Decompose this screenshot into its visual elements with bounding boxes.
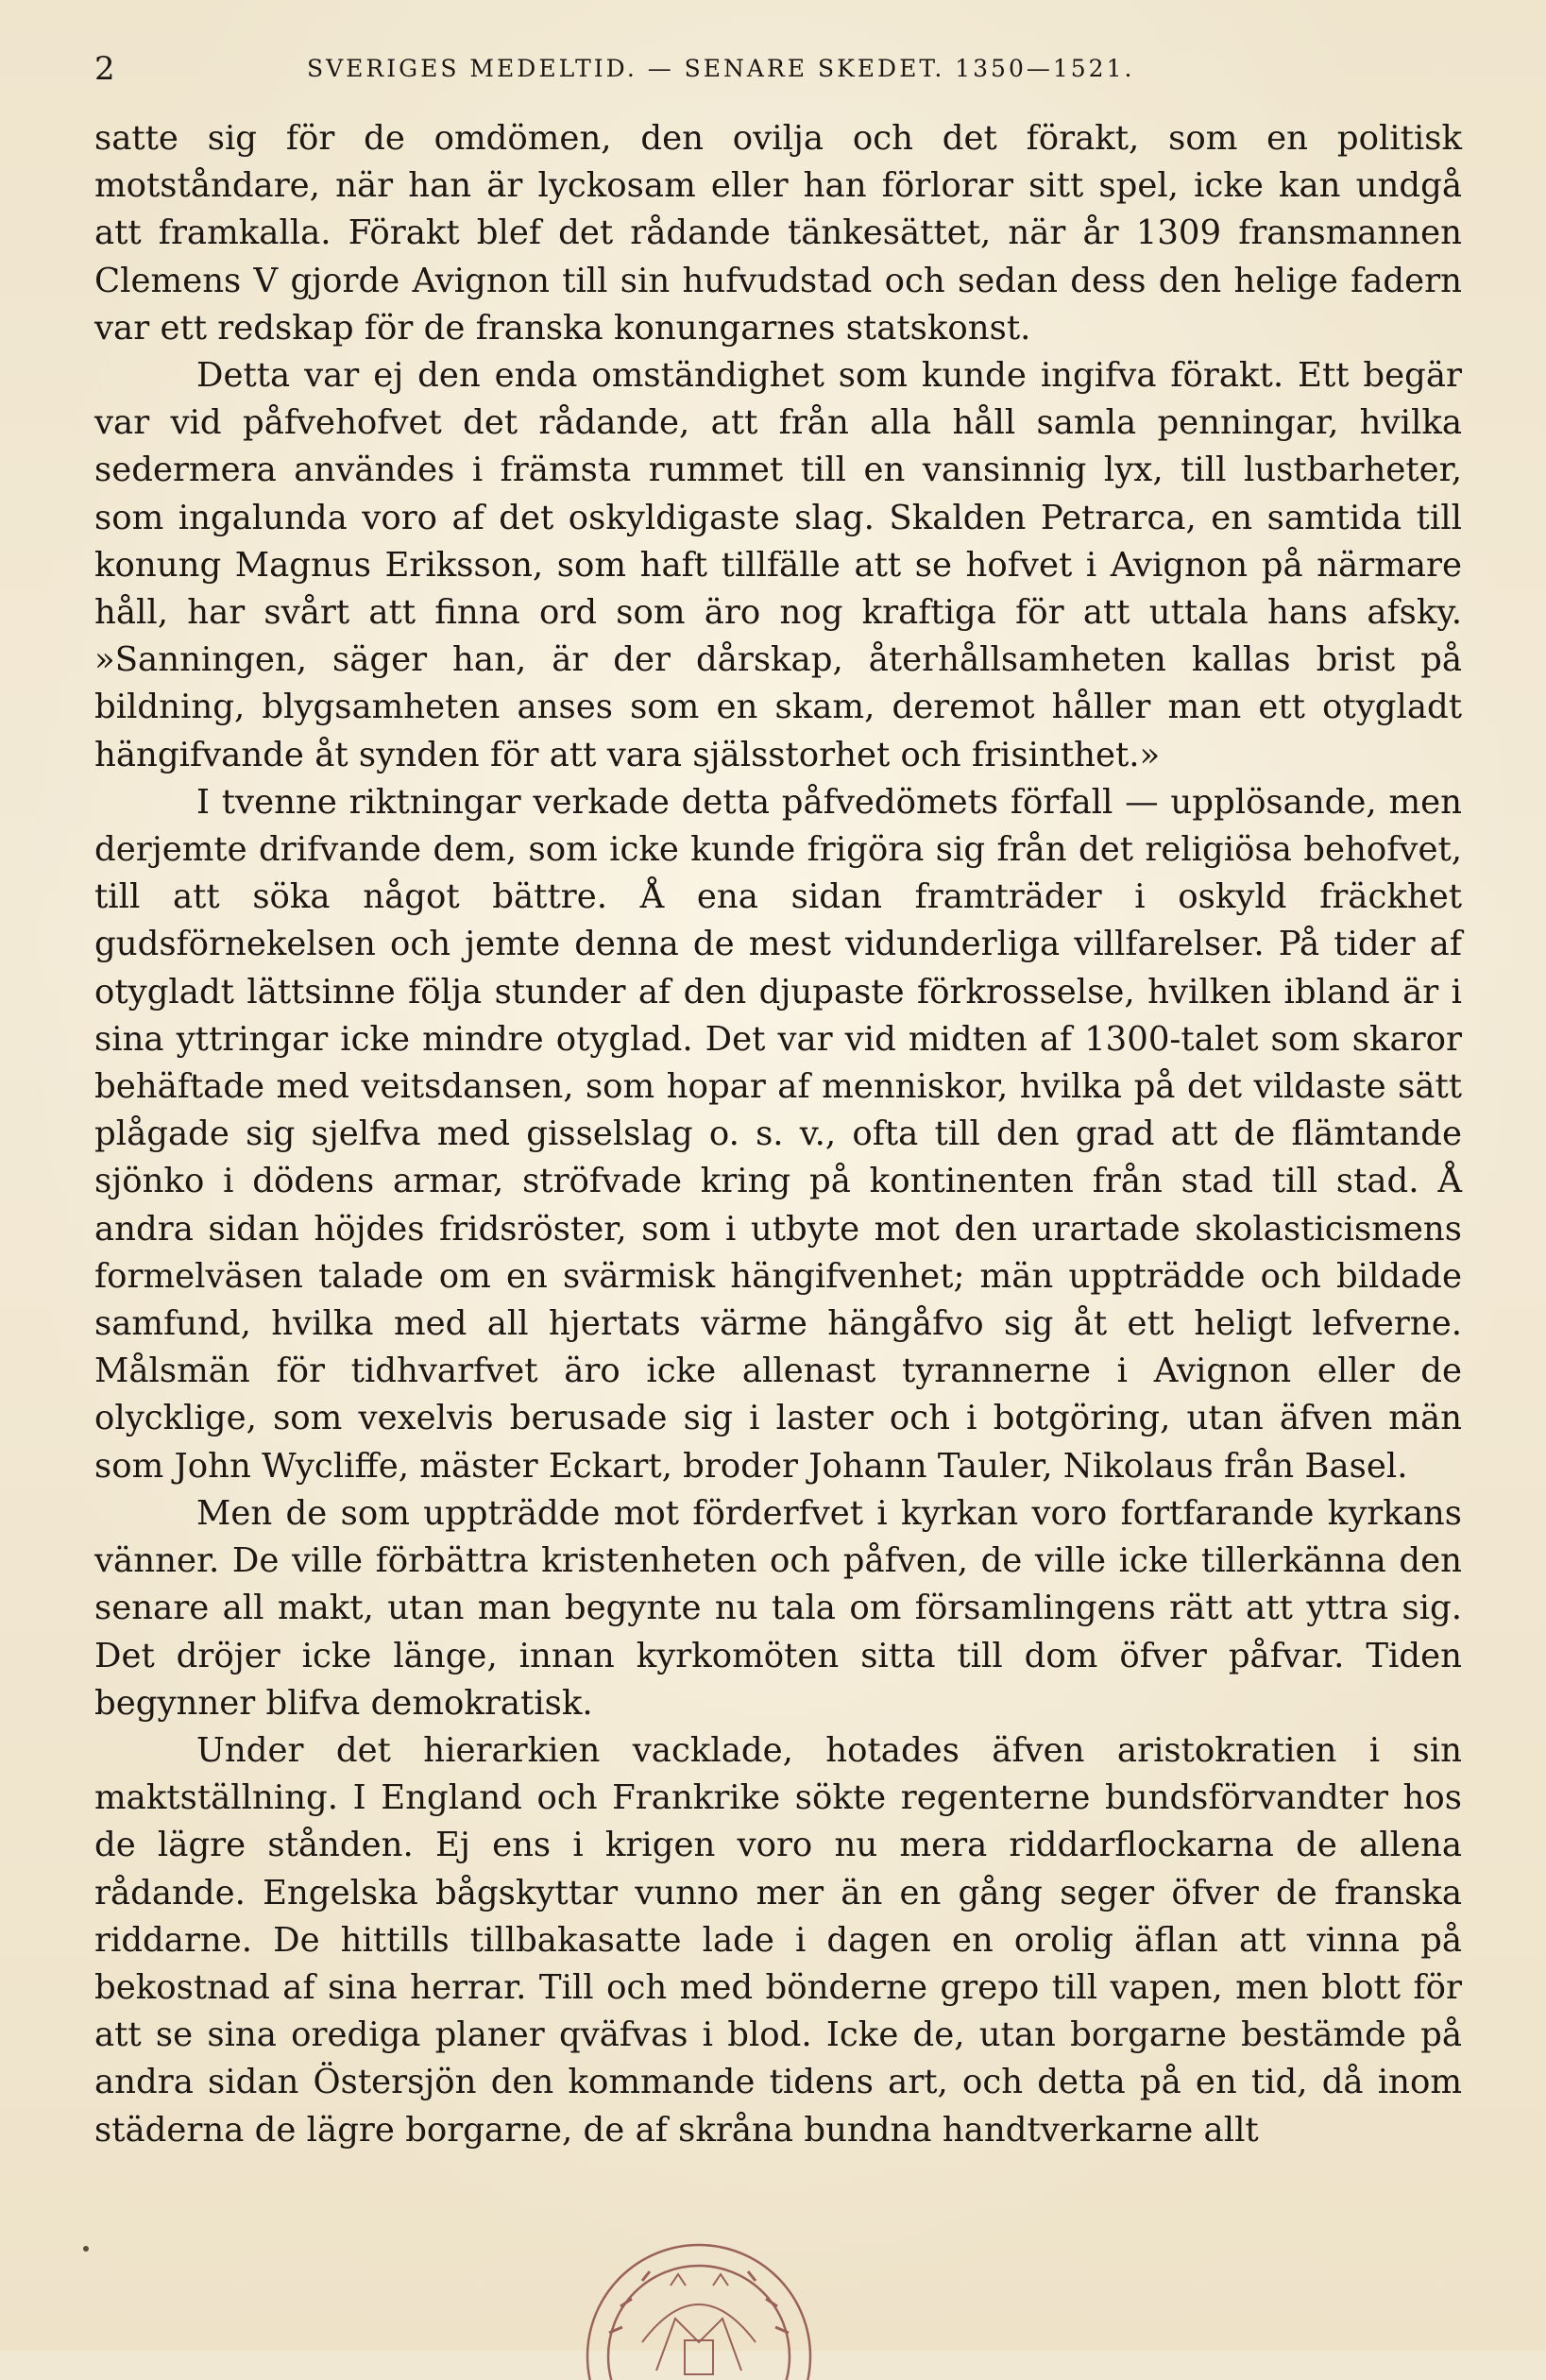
running-head: SVERIGES MEDELTID. — SENARE SKEDET. 1350—1521. — [307, 55, 1135, 82]
page-header — [94, 45, 1464, 93]
paragraph: satte sig för de omdömen, den ovilja och det förakt, som en politisk motståndare, när han är lyckosam eller han förlorar sitt spel, icke kan undgå att framkalla. Förakt blef det rådande tänkesättet, när år 1309 fransmannen Clemens V gjorde Avignon till sin hufvudstad och sedan dess den helige fadern var ett redskap för de franska konungarnes statskonst. — [94, 119, 1462, 348]
paragraph: Detta var ej den enda omständighet som kunde ingifva förakt. Ett begär var vid påfvehofvet det rådande, att från alla håll samla penningar, hvilka sedermera användes i främsta rummet till en vansinnig lyx, till lustbarheter, som ingalunda voro af det oskyldigaste slag. Skalden Petrarca, en samtida till konung Magnus Eriksson, som haft tillfälle att se hofvet i Avignon på närmare håll, har svårt att finna ord som äro nog kraftiga för att uttala hans afsky. »Sanningen, säger han, är der dårskap, återhållsamheten kallas brist på bildning, blygsamheten anses som en skam, deremot håller man ett otygladt hängifvande åt synden för att vara själsstorhet och frisinthet.» — [94, 356, 1462, 774]
ink-speck — [83, 2246, 89, 2252]
paragraph: Men de som uppträdde mot förderfvet i kyrkan voro fortfarande kyrkans vänner. De ville förbättra kristenheten och påfven, de ville icke tillerkänna den senare all makt, utan man begynte nu tala om församlingens rätt att yttra sig. Det dröjer icke länge, innan kyrkomöten sitta till dom öfver påfvar. Tiden begynner blifva demokratisk. — [94, 1493, 1462, 1723]
page-number: 2 — [94, 50, 115, 88]
library-stamp-icon — [552, 2229, 845, 2380]
paragraph: I tvenne riktningar verkade detta påfvedömets förfall — upplösande, men derjemte drifvande dem, som icke kunde frigöra sig från det religiösa behofvet, till att söka något bättre. Å ena sidan framträder i oskyld fräckhet gudsförnekelsen och jemte denna de mest vidunderliga villfarelser. På tider af otygladt lättsinne följa stunder af den djupaste förkrosselse, hvilken ibland är i sina yttringar icke mindre otyglad. Det var vid midten af 1300-talet som skaror behäftade med veitsdansen, som hopar af menniskor, hvilka på det vildaste sätt plågade sig sjelfva med gisselslag o. s. v., ofta till den grad att de flämtande sjönko i dödens armar, ströfvade kring på kontinenten från stad till stad. Å andra sidan höjdes fridsröster, som i utbyte mot den urartade skolasticismens formelväsen talade om en svärmisk hängifvenhet; män uppträdde och bildade samfund, hvilka med all hjertats värme hängåfvo sig åt ett heligt lefverne. Målsmän för tidhvarfvet äro icke allenast tyrannerne i Avignon eller de olycklige, som vexelvis berusade sig i laster och i botgöring, utan äfven män som John Wycliffe, mäster Eckart, broder Johann Tauler, Nikolaus från Basel. — [94, 782, 1462, 1486]
body-text — [94, 115, 1462, 2154]
paragraph: Under det hierarkien vacklade, hotades äfven aristokratien i sin maktställning. I England och Frankrike sökte regenterne bundsförvandter hos de lägre stånden. Ej ens i krigen voro nu mera riddarflockarna de allena rådande. Engelska bågskyttar vunno mer än en gång seger öfver de franska riddarne. De hittills tillbakasatte lade i dagen en orolig äflan att vinna på bekostnad af sina herrar. Till och med bönderne grepo till vapen, men blott för att se sina orediga planer qväfvas i blod. Icke de, utan borgarne bestämde på andra sidan Östersjön den kommande tidens art, och detta på en tid, då inom städerna de lägre borgarne, de af skråna bundna handtverkarne allt — [94, 1730, 1462, 2150]
